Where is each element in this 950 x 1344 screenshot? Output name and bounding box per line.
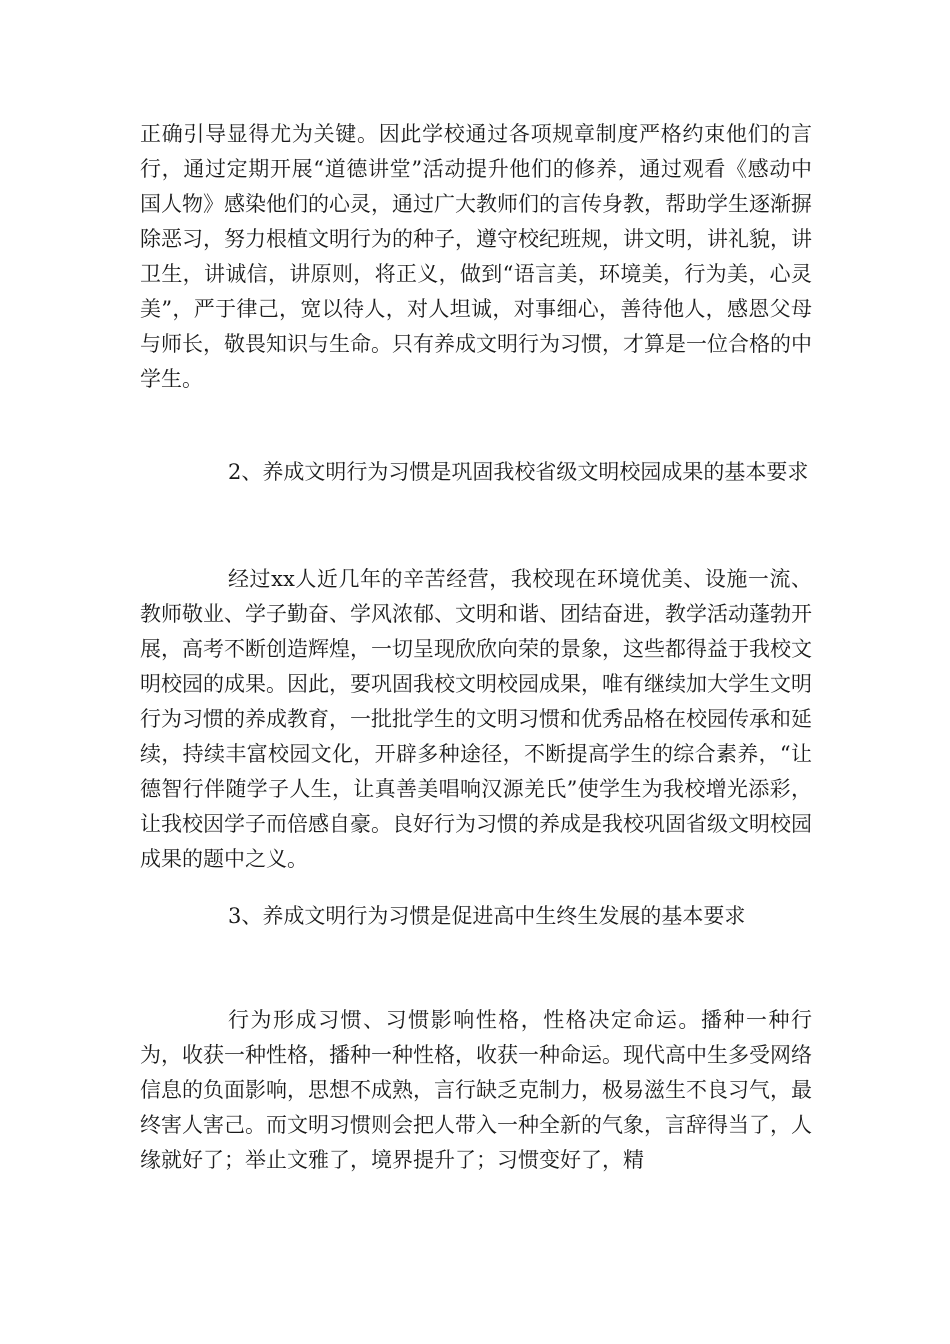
body-paragraph-3: 行为形成习惯、习惯影响性格，性格决定命运。播种一种行为，收获一种性格，播种一种性格，收获一种命运。现代高中生多受网络信息的负面影响，思想不成熟，言行缺乏克制力，极易滋生不良习气，最终害人害己。而文明习惯则会把人带入一种全新的气象，言辞得当了，人缘就好了；举止文雅了，境界提升了；习惯变好了，精	[140, 1008, 812, 1172]
section-heading-3: 3、养成文明行为习惯是促进高中生终生发展的基本要求	[228, 904, 746, 928]
body-paragraph-2: 经过xx人近几年的辛苦经营，我校现在环境优美、设施一流、教师敬业、学子勤奋、学风浓郁、文明和谐、团结奋进，教学活动蓬勃开展，高考不断创造辉煌，一切呈现欣欣向荣的景象，这些都得益于我校文明校园的成果。因此，要巩固我校文明校园成果，唯有继续加大学生文明行为习惯的养成教育，一批批学生的文明习惯和优秀品格在校园传承和延续，持续丰富校园文化，开辟多种途径，不断提高学生的综合素养，“让德智行伴随学子人生，让真善美唱响汉源羌氏”使学生为我校增光添彩，让我校因学子而倍感自豪。良好行为习惯的养成是我校巩固省级文明校园成果的题中之义。	[140, 567, 812, 871]
section-heading-2: 2、养成文明行为习惯是巩固我校省级文明校园成果的基本要求	[228, 460, 809, 484]
body-paragraph-3-container	[140, 1003, 812, 1213]
body-paragraph-1: 正确引导显得尤为关键。因此学校通过各项规章制度严格约束他们的言行，通过定期开展“道德讲堂”活动提升他们的修养，通过观看《感动中国人物》感染他们的心灵，通过广大教师们的言传身教，帮助学生逐渐摒除恶习，努力根植文明行为的种子，遵守校纪班规，讲文明，讲礼貌，讲卫生，讲诚信，讲原则，将正义，做到“语言美，环境美，行为美，心灵美”，严于律己，宽以待人，对人坦诚，对事细心，善待他人，感恩父母与师长，敬畏知识与生命。只有养成文明行为习惯，才算是一位合格的中学生。	[140, 122, 812, 391]
